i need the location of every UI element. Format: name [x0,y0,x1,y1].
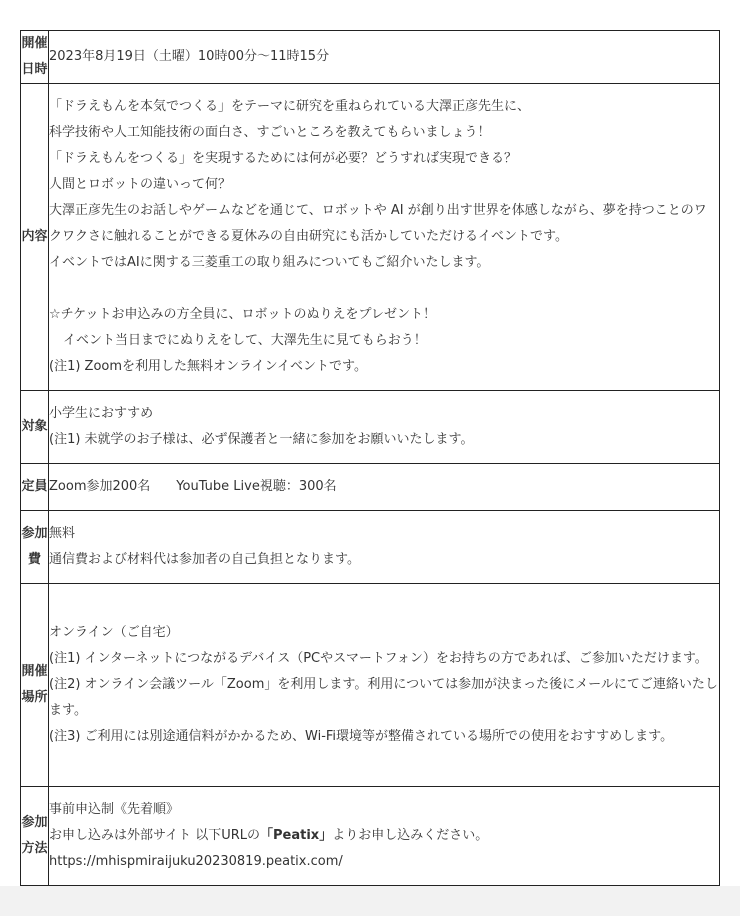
fee-line-2: 通信費および材料代は参加者の自己負担となります。 [49,552,360,567]
header-target-line: 対象 [21,419,48,434]
content-line-3: 「ドラえもんをつくる」を実現するためには何が必要？どうすれば実現できる？ [49,151,518,166]
header-target [21,391,49,464]
header-capacity-line: 定員 [21,479,48,494]
header-content [21,84,49,391]
fee-line-1: 無料 [49,526,76,541]
header-venue-line1: 開催 [21,664,48,679]
venue-line-1: オンライン（ご自宅） [49,625,179,640]
venue-note-2: (注2) オンライン会議ツール「Zoom」を利用します。利用については参加が決まった後にメールにてご連絡いたします。 [49,677,718,718]
header-content-line: 内容 [21,229,48,244]
capacity-value [49,464,720,511]
row-content [21,84,720,391]
header-fee [21,511,49,584]
method-line-1: 事前申込制《先着順》 [49,802,180,817]
content-line-5: 大澤正彦先生のお話しやゲームなどを通じて、ロボットや AI が創り出す世界を体感しながら、夢を持つことのワクワクさに触れることができる夏休みの自由研究にも活かしていただけるイベントです。 [49,203,707,244]
content-gift-sub-line: イベント当日までにぬりえをして、大澤先生に見てもらおう！ [63,333,427,348]
method-value [49,787,720,886]
header-method-line1: 参加 [21,815,48,830]
target-line-1: 小学生におすすめ [49,406,154,421]
capacity-text: Zoom参加200名 YouTube Live視聴：300名 [49,479,337,494]
header-fee-line1: 参加 [21,526,48,541]
method-line-2-suffix: よりお申し込みください。 [332,828,489,843]
venue-note-1: (注1) インターネットにつながるデバイス（PCやスマートフォン）をお持ちの方であれば、ご参加いただけます。 [49,651,708,666]
date-text: 2023年8月19日（土曜）10時00分〜11時15分 [49,49,330,64]
content-line-2: 科学技術や人工知能技術の面白さ、すごいところを教えてもらいましょう！ [49,125,491,140]
row-target [21,391,720,464]
fee-value [49,511,720,584]
event-info-table [20,30,720,886]
content-spacer [49,276,719,302]
target-line-2: (注1) 未就学のお子様は、必ず保護者と一緒に参加をお願いいたします。 [49,432,474,447]
method-line-2 [49,823,719,849]
header-date-line1: 開催 [21,36,48,51]
row-method [21,787,720,886]
content-line-4: 人間とロボットの違いって何？ [49,177,232,192]
row-fee [21,511,720,584]
content-line-6: イベントではAIに関する三菱重工の取り組みについてもご紹介いたします。 [49,255,490,270]
content-line-1: 「ドラえもんを本気でつくる」をテーマに研究を重ねられている大澤正彦先生に、 [49,99,531,114]
header-capacity [21,464,49,511]
venue-value [49,584,720,787]
content-gift-line: ☆チケットお申込みの方全員に、ロボットのぬりえをプレゼント！ [49,307,436,322]
header-venue [21,584,49,787]
target-value [49,391,720,464]
header-fee-line2: 費 [27,552,41,567]
peatix-name: 「Peatix」 [260,828,333,843]
header-date-line2: 日時 [21,62,48,77]
row-date [21,31,720,84]
method-line-2-prefix: お申し込みは外部サイト 以下URLの [49,828,261,843]
date-value [49,31,720,84]
header-method-line2: 方法 [21,841,48,856]
header-date [21,31,49,84]
venue-note-3: (注3) ご利用には別途通信料がかかるため、Wi-Fi環境等が整備されている場所での使用をおすすめします。 [49,729,674,744]
row-capacity [21,464,720,511]
row-venue [21,584,720,787]
peatix-url-link[interactable]: https://mhispmiraijuku20230819.peatix.com/ [49,854,343,869]
header-method [21,787,49,886]
header-venue-line2: 場所 [21,690,48,705]
content-value [49,84,720,391]
content-note-line: (注1) Zoomを利用した無料オンラインイベントです。 [49,359,367,374]
